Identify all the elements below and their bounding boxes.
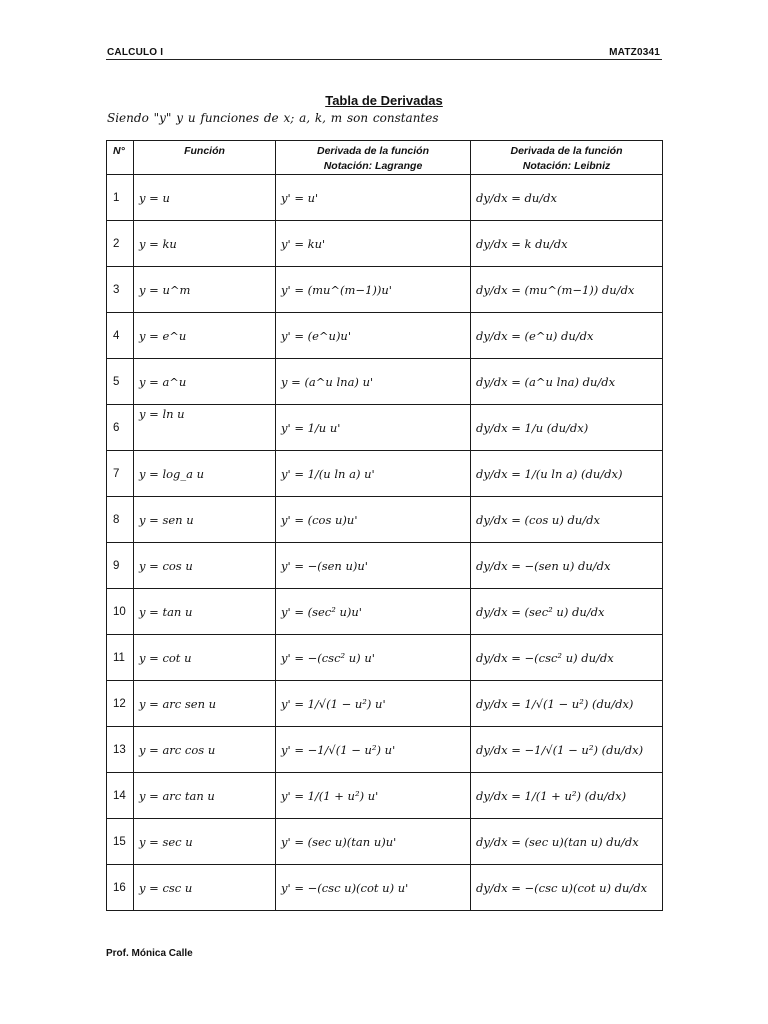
row-number: 11 <box>107 635 134 681</box>
row-number: 7 <box>107 451 134 497</box>
table-row <box>107 865 663 911</box>
table-row <box>107 773 663 819</box>
lagrange-derivative-cell: y' = (sec u)(tan u)u' <box>276 819 471 865</box>
table-row <box>107 727 663 773</box>
lagrange-derivative-cell: y' = 1/u u' <box>276 405 471 451</box>
leibniz-derivative-cell: dy/dx = 1/(1 + u²) (du/dx) <box>471 773 663 819</box>
header-leibniz: Derivada de la función Notación: Leibniz <box>471 141 663 175</box>
table-row <box>107 405 663 451</box>
table-row <box>107 635 663 681</box>
row-number: 8 <box>107 497 134 543</box>
lagrange-derivative-cell: y' = (mu^(m−1))u' <box>276 267 471 313</box>
function-cell: y = tan u <box>134 589 276 635</box>
leibniz-derivative-cell: dy/dx = (sec² u) du/dx <box>471 589 663 635</box>
leibniz-derivative-cell: dy/dx = k du/dx <box>471 221 663 267</box>
table-row <box>107 819 663 865</box>
header-lagrange: Derivada de la función Notación: Lagrange <box>276 141 471 175</box>
lagrange-derivative-cell: y' = −(csc u)(cot u) u' <box>276 865 471 911</box>
author-footer: Prof. Mónica Calle <box>106 948 193 959</box>
derivatives-table <box>106 140 663 911</box>
function-cell: y = a^u <box>134 359 276 405</box>
page-header <box>106 46 662 60</box>
course-name: CALCULO I <box>107 47 164 58</box>
leibniz-derivative-cell: dy/dx = (sec u)(tan u) du/dx <box>471 819 663 865</box>
row-number: 9 <box>107 543 134 589</box>
lagrange-derivative-cell: y' = −(sen u)u' <box>276 543 471 589</box>
function-cell: y = csc u <box>134 865 276 911</box>
leibniz-derivative-cell: dy/dx = (cos u) du/dx <box>471 497 663 543</box>
leibniz-derivative-cell: dy/dx = 1/(u ln a) (du/dx) <box>471 451 663 497</box>
table-row <box>107 543 663 589</box>
leibniz-derivative-cell: dy/dx = −(csc u)(cot u) du/dx <box>471 865 663 911</box>
function-cell: y = log_a u <box>134 451 276 497</box>
lagrange-derivative-cell: y' = −1/√(1 − u²) u' <box>276 727 471 773</box>
function-cell: y = arc tan u <box>134 773 276 819</box>
row-number: 4 <box>107 313 134 359</box>
lagrange-derivative-cell: y' = (e^u)u' <box>276 313 471 359</box>
lagrange-derivative-cell: y' = 1/(u ln a) u' <box>276 451 471 497</box>
function-cell: y = arc cos u <box>134 727 276 773</box>
function-cell: y = cos u <box>134 543 276 589</box>
leibniz-derivative-cell: dy/dx = (mu^(m−1)) du/dx <box>471 267 663 313</box>
function-cell: y = ku <box>134 221 276 267</box>
lagrange-derivative-cell: y' = 1/√(1 − u²) u' <box>276 681 471 727</box>
table-row <box>107 267 663 313</box>
table-row <box>107 589 663 635</box>
row-number: 6 <box>107 405 134 451</box>
lagrange-derivative-cell: y' = (cos u)u' <box>276 497 471 543</box>
page-title: Tabla de Derivadas <box>325 93 443 108</box>
row-number: 13 <box>107 727 134 773</box>
function-cell: y = sec u <box>134 819 276 865</box>
lagrange-derivative-cell: y' = u' <box>276 175 471 221</box>
leibniz-derivative-cell: dy/dx = −(csc² u) du/dx <box>471 635 663 681</box>
row-number: 5 <box>107 359 134 405</box>
leibniz-derivative-cell: dy/dx = 1/√(1 − u²) (du/dx) <box>471 681 663 727</box>
leibniz-derivative-cell: dy/dx = (a^u lna) du/dx <box>471 359 663 405</box>
row-number: 12 <box>107 681 134 727</box>
leibniz-derivative-cell: dy/dx = −(sen u) du/dx <box>471 543 663 589</box>
lagrange-derivative-cell: y = (a^u lna) u' <box>276 359 471 405</box>
page-subtitle: Siendo "y" y u funciones de x; a, k, m son constantes <box>107 111 439 125</box>
lagrange-derivative-cell: y' = 1/(1 + u²) u' <box>276 773 471 819</box>
table-row <box>107 497 663 543</box>
row-number: 3 <box>107 267 134 313</box>
header-function: Función <box>134 141 276 175</box>
row-number: 2 <box>107 221 134 267</box>
function-cell: y = sen u <box>134 497 276 543</box>
table-row <box>107 681 663 727</box>
leibniz-derivative-cell: dy/dx = du/dx <box>471 175 663 221</box>
row-number: 15 <box>107 819 134 865</box>
table-row <box>107 175 663 221</box>
lagrange-derivative-cell: y' = (sec² u)u' <box>276 589 471 635</box>
leibniz-derivative-cell: dy/dx = 1/u (du/dx) <box>471 405 663 451</box>
row-number: 1 <box>107 175 134 221</box>
table-row <box>107 221 663 267</box>
function-cell: y = u^m <box>134 267 276 313</box>
function-cell: y = e^u <box>134 313 276 359</box>
function-cell: y = ln u <box>134 405 276 451</box>
table-row <box>107 451 663 497</box>
row-number: 10 <box>107 589 134 635</box>
leibniz-derivative-cell: dy/dx = −1/√(1 − u²) (du/dx) <box>471 727 663 773</box>
row-number: 16 <box>107 865 134 911</box>
row-number: 14 <box>107 773 134 819</box>
header-number: N° <box>107 141 134 175</box>
function-cell: y = u <box>134 175 276 221</box>
table-header-row <box>107 141 663 175</box>
leibniz-derivative-cell: dy/dx = (e^u) du/dx <box>471 313 663 359</box>
function-cell: y = arc sen u <box>134 681 276 727</box>
lagrange-derivative-cell: y' = ku' <box>276 221 471 267</box>
table-row <box>107 359 663 405</box>
function-cell: y = cot u <box>134 635 276 681</box>
table-row <box>107 313 663 359</box>
lagrange-derivative-cell: y' = −(csc² u) u' <box>276 635 471 681</box>
course-code: MATZ0341 <box>609 47 660 58</box>
